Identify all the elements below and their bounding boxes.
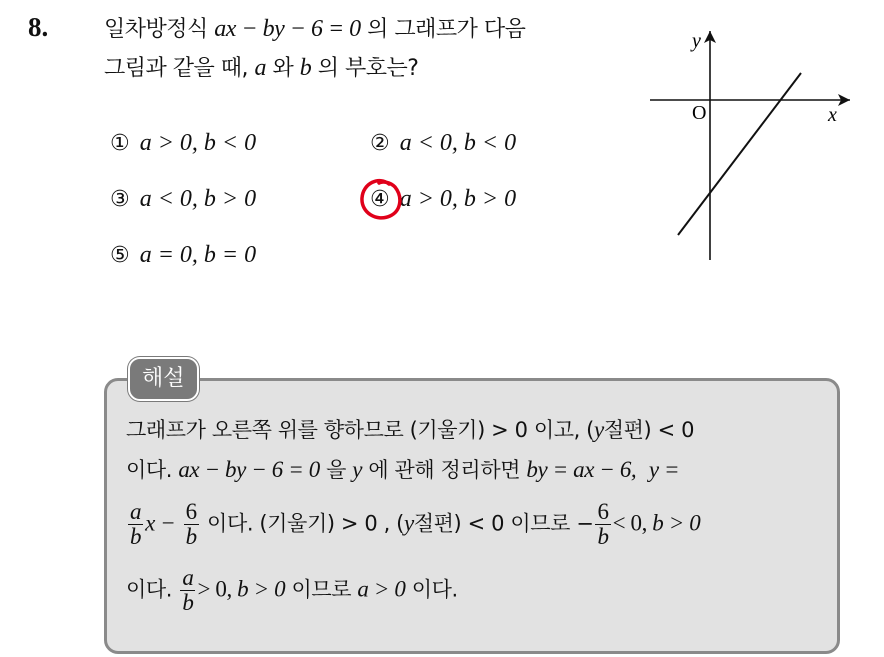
equation: ax − by − 6 = 0 [178, 457, 320, 482]
solution-line-3 [126, 500, 846, 549]
question-text-part: 그림과 같을 때, [104, 56, 255, 81]
variable-b: b [299, 55, 312, 81]
choice-text: a = 0, b = 0 [139, 242, 257, 268]
question-text [104, 10, 634, 88]
question-number: 8. [28, 12, 49, 42]
solution-line-1 [126, 414, 846, 444]
question-text-part: 의 부호는? [311, 56, 419, 81]
y-axis-label: y [692, 30, 701, 52]
solution-text: 절편) < 0 이므로 − [413, 511, 594, 536]
question-text-part: 와 [266, 56, 300, 81]
variable-y: y [593, 417, 604, 442]
fraction-numerator: a [182, 565, 194, 590]
choice-text: a > 0, b > 0 [399, 186, 517, 212]
equation: y = [648, 457, 680, 482]
choice-number: ④ [370, 187, 390, 212]
solution-line-2 [126, 454, 846, 484]
choice-text: a < 0, b < 0 [399, 130, 517, 156]
fraction-numerator: 6 [185, 499, 197, 524]
choice-5[interactable] [110, 242, 256, 269]
question-text-part: 일차방정식 [104, 17, 215, 42]
variable-a: a [254, 55, 266, 81]
fraction-denominator: b [130, 524, 142, 549]
choice-3[interactable] [110, 186, 256, 213]
choice-number: ③ [110, 187, 130, 212]
solution-text: 이므로 [285, 577, 358, 602]
fraction-numerator: 6 [597, 499, 609, 524]
inequality: a > 0 [357, 576, 406, 602]
solution-text: 이다. [405, 577, 458, 602]
fraction-denominator: b [597, 524, 609, 549]
solution-text: 을 [319, 458, 353, 482]
variable-y: y [403, 510, 414, 536]
fraction-denominator: b [185, 524, 197, 549]
fraction-a-over-b [180, 566, 195, 615]
equation: by = ax − 6, [526, 457, 637, 482]
question-text-part: 의 그래프가 다음 [360, 17, 526, 42]
solution-line-4 [126, 566, 846, 615]
fraction-6-over-b [184, 500, 199, 549]
fraction-denominator: b [182, 590, 194, 615]
solution-text: 이다. (기울기) > 0 , ( [200, 511, 404, 536]
fraction-a-over-b [128, 500, 143, 549]
origin-label: O [692, 102, 707, 124]
choice-2[interactable] [370, 130, 516, 157]
solution-tag: 해설 [128, 357, 199, 401]
choice-1[interactable] [110, 130, 256, 157]
inequality: < 0, [612, 510, 653, 536]
inequality: b > 0 [237, 576, 286, 602]
inequality: b > 0 [652, 510, 701, 536]
choice-number: ⑤ [110, 243, 130, 268]
choice-text: a > 0, b < 0 [139, 130, 257, 156]
x-axis-label: x [828, 104, 837, 126]
choice-text: a < 0, b > 0 [139, 186, 257, 212]
variable-y: y [352, 457, 363, 482]
solution-text: 이다. [126, 458, 179, 482]
equation: ax − by − 6 = 0 [214, 16, 361, 42]
answer-circle-mark [357, 175, 407, 223]
solution-text: 그래프가 오른쪽 위를 향하므로 (기울기) > 0 이고, ( [126, 418, 594, 442]
solution-text: 에 관해 정리하면 [362, 458, 527, 482]
solution-text: 절편) < 0 [603, 418, 695, 442]
equation: x − [145, 510, 176, 536]
fraction-6-over-b [595, 500, 610, 549]
choice-number: ① [110, 131, 130, 156]
choice-number: ② [370, 131, 390, 156]
inequality: > 0, [197, 576, 238, 602]
solution-text: 이다. [126, 577, 179, 602]
linear-graph [640, 25, 860, 265]
fraction-numerator: a [130, 499, 142, 524]
